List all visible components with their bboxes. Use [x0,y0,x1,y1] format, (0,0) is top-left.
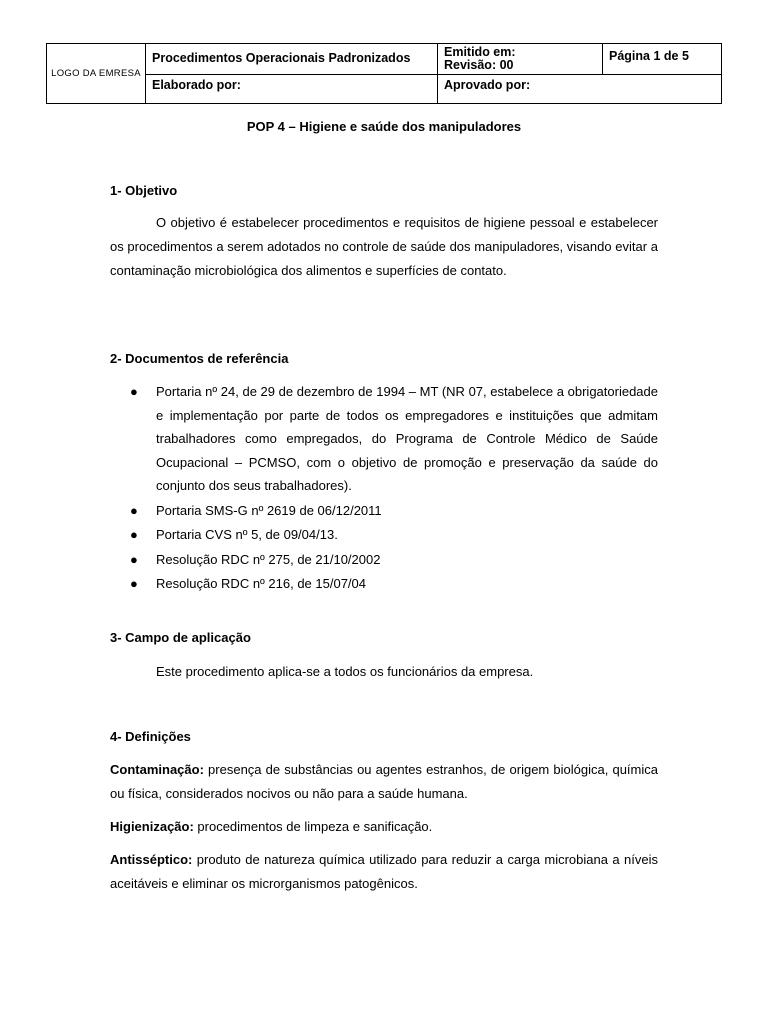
definition-item [110,848,658,896]
references-list [110,380,658,596]
definition-term: Higienização: [110,819,194,834]
definition-text: presença de substâncias ou agentes estranhos, de origem biológica, química ou física, considerados nocivos ou não para a saúde humana. [110,762,658,801]
revision-label: Revisão: 00 [444,58,514,72]
section-campo-body [110,660,658,684]
section-objetivo-body [110,211,658,283]
objetivo-text: O objetivo é estabelecer procedimentos e requisitos de higiene pessoal e estabelecer os procedimentos a serem adotados no controle de saúde dos manipuladores, visando evitar a contaminação microbiológica dos alimentos e superfícies de contato. [110,215,658,278]
list-item: ● Portaria CVS nº 5, de 09/04/13. [110,523,658,547]
document-header-table [46,43,722,104]
prepared-by: Elaborado por: [146,75,438,104]
references-list-wrap [110,380,658,596]
page-number: Página 1 de 5 [603,44,722,75]
list-item: ● Portaria nº 24, de 29 de dezembro de 1994 – MT (NR 07, estabelece a obrigatoriedade e implementação por parte de todos os empregadores e instituições que admitam trabalhadores como empregados, do Programa de Controle Médico de Saúde Ocupacional – PCMSO, com o objetivo de promoção e preservação da saúde do conjunto dos seus trabalhadores). [110,380,658,498]
document-title: POP 4 – Higiene e saúde dos manipuladores [246,119,522,134]
bullet-icon: ● [130,576,138,591]
doc-type: Procedimentos Operacionais Padronizados [146,44,438,75]
section-heading: 4- Definições [110,729,191,744]
section-objetivo [110,183,658,198]
logo-placeholder: LOGO DA EMRESA [47,44,146,104]
section-campo [110,630,658,645]
section-heading: 2- Documentos de referência [110,351,289,366]
issued-label: Emitido em: [444,45,516,59]
bullet-icon: ● [130,502,138,518]
campo-text: Este procedimento aplica-se a todos os funcionários da empresa. [156,664,534,679]
approved-by: Aprovado por: [438,75,722,104]
list-item: ● Resolução RDC nº 275, de 21/10/2002 [110,548,658,572]
definition-text: produto de natureza química utilizado para reduzir a carga microbiana a níveis aceitáveis e eliminar os microrganismos patogênicos. [110,852,658,891]
section-documentos [110,351,658,366]
list-item: ● Portaria SMS-G nº 2619 de 06/12/2011 [110,499,658,523]
bullet-icon: ● [130,384,138,399]
list-item: ● Resolução RDC nº 216, de 15/07/04 [110,572,658,596]
section-definicoes [110,729,658,744]
section-heading: 1- Objetivo [110,183,178,198]
definition-term: Antisséptico: [110,852,193,867]
definition-term: Contaminação: [110,762,204,777]
definitions-list [110,758,658,905]
issue-info [438,44,603,75]
definition-item [110,758,658,806]
bullet-icon: ● [130,551,138,567]
definition-text: procedimentos de limpeza e sanificação. [193,819,433,834]
section-heading: 3- Campo de aplicação [110,630,251,645]
bullet-icon: ● [130,527,138,542]
definition-item [110,815,658,839]
